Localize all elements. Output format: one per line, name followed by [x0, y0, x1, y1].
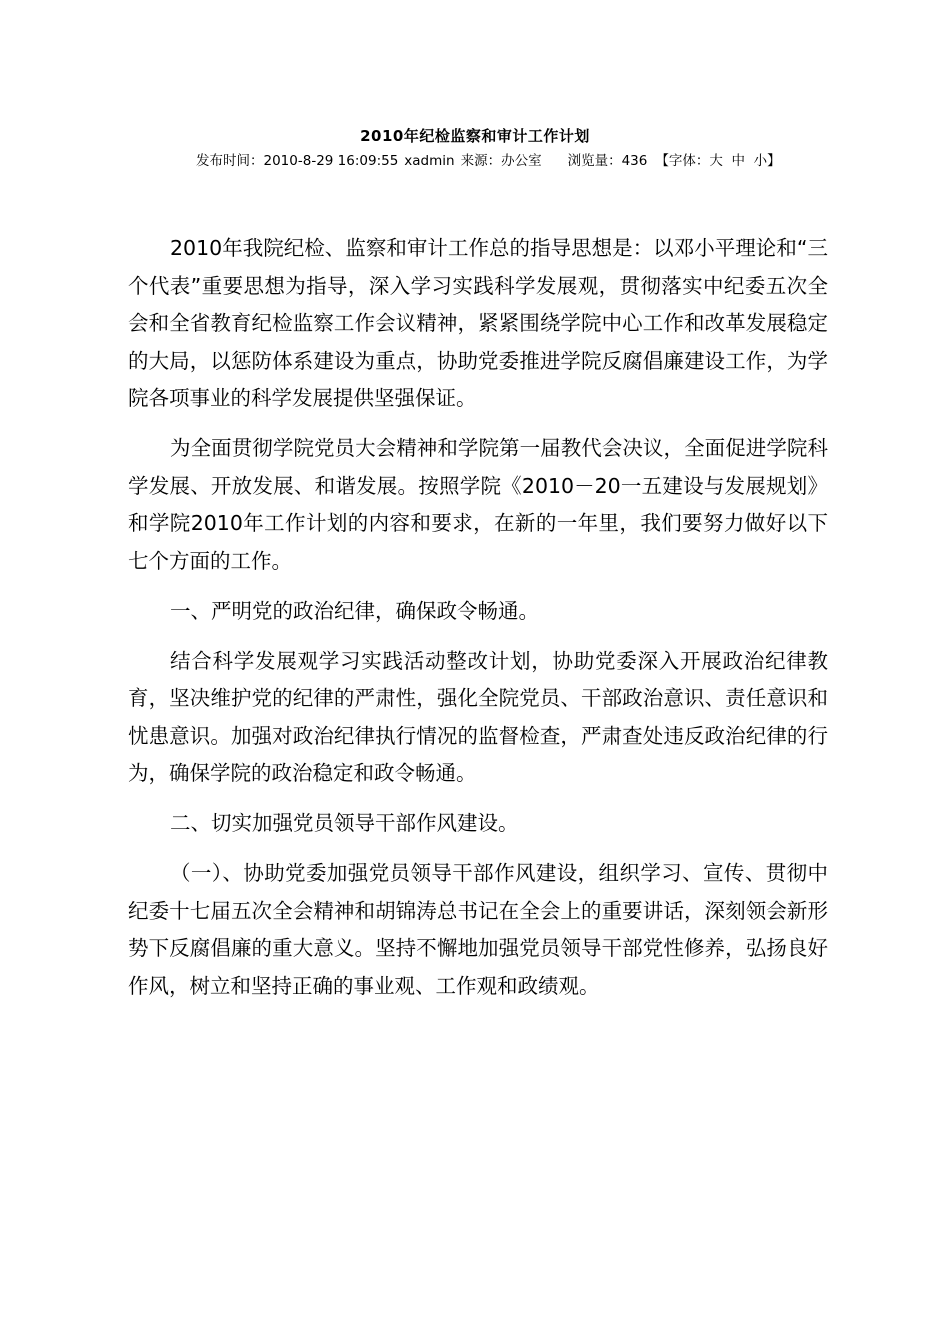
publish-time: 2010-8-29 16:09:55	[263, 153, 399, 169]
font-size-medium-link[interactable]: 中	[731, 153, 745, 169]
section-heading: 一、严明党的政治纪律，确保政令畅通。	[170, 598, 539, 623]
font-size-control	[655, 153, 780, 169]
paragraph: 结合科学发展观学习实践活动整改计划，协助党委深入开展政治纪律教育，坚决维护党的纪律的严肃性，强化全院党员、干部政治意识、责任意识和忧患意识。加强对政治纪律执行情况的监督检查，严肃查处违反政治纪律的行为，确保学院的政治稳定和政令畅通。	[128, 648, 828, 785]
article-body	[128, 230, 828, 1018]
author: xadmin	[404, 153, 455, 169]
source-label: 来源：	[460, 153, 502, 169]
section-heading: 二、切实加强党员领导干部作风建设。	[170, 811, 519, 835]
font-size-close: 】	[767, 153, 781, 169]
article-title: 2010年纪检监察和审计工作计划	[360, 127, 590, 145]
publish-time-label: 发布时间：	[196, 153, 264, 169]
font-size-open: 【字体：	[655, 153, 710, 169]
paragraph: 2010年我院纪检、监察和审计工作总的指导思想是：以邓小平理论和“三个代表”重要思想为指导，深入学习实践科学发展观，贯彻落实中纪委五次全会和全省教育纪检监察工作会议精神，紧紧围绕学院中心工作和改革发展稳定的大局，以惩防体系建设为重点，协助党委推进学院反腐倡廉建设工作，为学院各项事业的科学发展提供坚强保证。	[128, 236, 828, 410]
paragraph: 为全面贯彻学院党员大会精神和学院第一届教代会决议，全面促进学院科学发展、开放发展、和谐发展。按照学院《2010－20一五建设与发展规划》和学院2010年工作计划的内容和要求，在新的一年里，我们要努力做好以下七个方面的工作。	[128, 436, 828, 573]
article-meta	[196, 152, 781, 170]
source: 办公室	[501, 153, 542, 169]
views-label: 浏览量：	[567, 153, 622, 169]
paragraph: （一）、协助党委加强党员领导干部作风建设，组织学习、宣传、贯彻中纪委十七届五次全会精神和胡锦涛总书记在全会上的重要讲话，深刻领会新形势下反腐倡廉的重大意义。坚持不懈地加强党员领导干部党性修养，弘扬良好作风，树立和坚持正确的事业观、工作观和政绩观。	[128, 861, 828, 998]
font-size-small-link[interactable]: 小	[753, 153, 768, 169]
font-size-large-link[interactable]: 大	[709, 153, 723, 169]
view-count: 436	[621, 153, 648, 169]
